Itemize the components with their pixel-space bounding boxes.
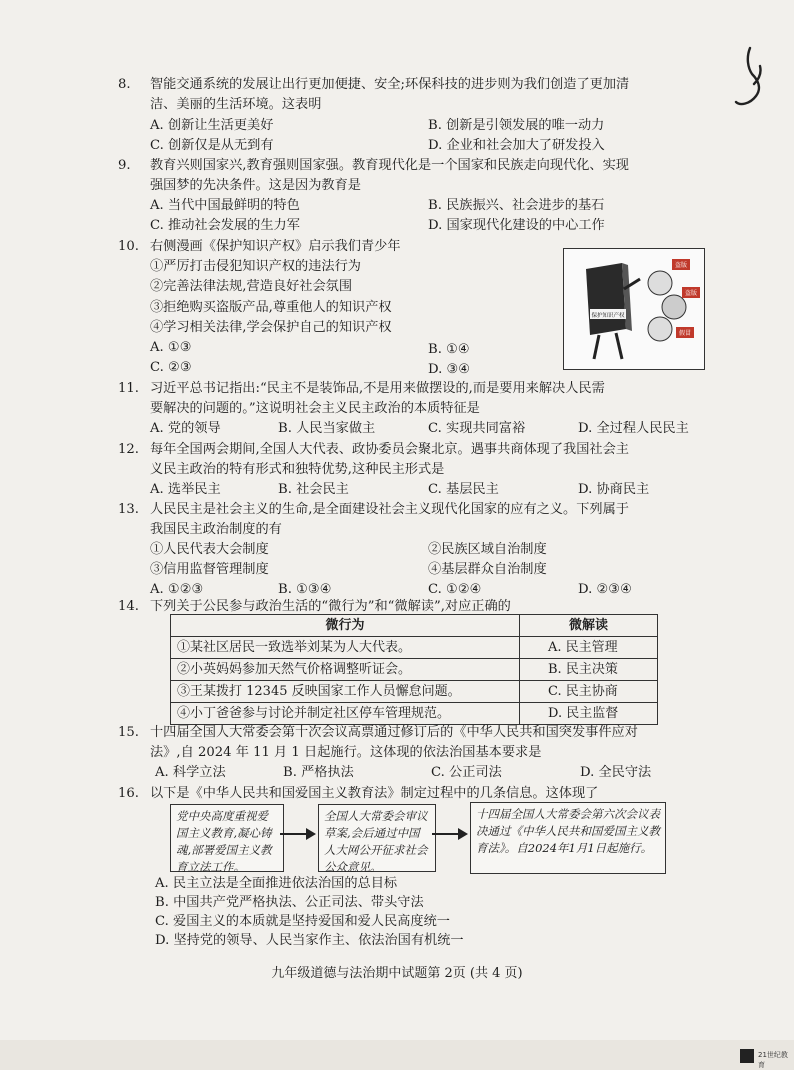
q14-stem: 14. 下列关于公民参与政治生活的“微行为”和“微解读”,对应正确的 [118,599,511,614]
q10-option-b: B. ①④ [428,342,470,357]
interpretation-cell: C. 民主协商 [520,681,658,703]
q9-stem-line2: 强国梦的先决条件。这是因为教育是 [150,178,361,193]
flow-arrow-icon [432,826,468,842]
q10-option-d: D. ③④ [428,362,471,377]
behavior-cell: ③王某拨打 12345 反映国家工作人员懈怠问题。 [171,681,520,703]
q10-stem: 10. 右侧漫画《保护知识产权》启示我们青少年 [118,239,401,254]
cartoon-book-title: 保护知识产权 [591,313,625,319]
q13-option-d: D. ②③④ [578,582,632,597]
q13-statement-1: ①人民代表大会制度 [150,542,269,557]
column-header-behavior: 微行为 [171,615,520,637]
q15-option-c: C. 公正司法 [431,765,502,780]
q16-option-b: B. 中国共产党严格执法、公正司法、带头守法 [155,895,424,910]
flow-step-3: 十四届全国人大常委会第六次会议表决通过《中华人民共和国爱国主义教育法》。自2024年1月1日起施行。 [470,802,666,874]
q16-option-d: D. 坚持党的领导、人民当家作主、依法治国有机统一 [155,933,464,948]
q9-option-c: C. 推动社会发展的生力军 [150,218,300,233]
q15-option-a: A. 科学立法 [155,765,226,780]
q9-stem-line1: 9. 教育兴则国家兴,教育强则国家强。教育现代化是一个国家和民族走向现代化、实现 [118,158,629,173]
ip-protection-cartoon [563,248,705,370]
q11-option-c: C. 实现共同富裕 [428,421,526,436]
q13-option-a: A. ①②③ [150,582,204,597]
q13-stem-line2: 我国民主政治制度的有 [150,522,282,537]
q12-stem-line2: 义民主政治的特有形式和独特优势,这种民主形式是 [150,462,445,477]
q13-statement-3: ③信用监督管理制度 [150,562,269,577]
q12-option-c: C. 基层民主 [428,482,499,497]
column-header-interpretation: 微解读 [520,615,658,637]
q8-option-a: A. 创新让生活更美好 [150,118,274,133]
q8-stem-line2: 洁、美丽的生活环境。这表明 [150,97,322,112]
q10-statement-3: ③拒绝购买盗版产品,尊重他人的知识产权 [150,300,392,315]
table-header-row [171,615,658,637]
table-row [171,681,658,703]
q16-stem: 16. 以下是《中华人民共和国爱国主义教育法》制定过程中的几条信息。这体现了 [118,786,599,801]
q10-statement-2: ②完善法律法规,营造良好社会氛围 [150,279,353,294]
behavior-cell: ①某社区居民一致选举刘某为人大代表。 [171,637,520,659]
table-row [171,703,658,725]
q11-option-b: B. 人民当家做主 [278,421,376,436]
q8-option-b: B. 创新是引领发展的唯一动力 [428,118,605,133]
q12-stem-line1: 12. 每年全国两会期间,全国人大代表、政协委员会聚北京。遇事共商体现了我国社会主 [118,442,629,457]
flow-step-1: 党中央高度重视爱国主义教育,凝心铸魂,部署爱国主义教育立法工作。 [170,804,284,872]
q11-option-a: A. 党的领导 [150,421,221,436]
q10-statement-1: ①严厉打击侵犯知识产权的违法行为 [150,259,361,274]
cartoon-tag-3: 假冒 [678,330,692,337]
page-footer: 九年级道德与法治期中试题第 2页 (共 4 页) [271,966,523,981]
q10-option-a: A. ①③ [150,340,192,355]
q13-option-c: C. ①②④ [428,582,482,597]
behavior-cell: ④小丁爸爸参与讨论并制定社区停车管理规范。 [171,703,520,725]
q13-stem-line1: 13. 人民民主是社会主义的生命,是全面建设社会主义现代化国家的应有之义。下列属于 [118,502,629,517]
q12-option-d: D. 协商民主 [578,482,650,497]
q9-option-a: A. 当代中国最鲜明的特色 [150,198,300,213]
q8-option-d: D. 企业和社会加大了研发投入 [428,138,605,153]
q15-option-d: D. 全民守法 [580,765,652,780]
cartoon-tag-1: 盗版 [674,262,688,269]
q11-stem-line2: 要解决的问题的。”这说明社会主义民主政治的本质特征是 [150,401,480,416]
table-row [171,637,658,659]
q13-statement-2: ②民族区域自治制度 [428,542,547,557]
q13-option-b: B. ①③④ [278,582,332,597]
q9-option-b: B. 民族振兴、社会进步的基石 [428,198,605,213]
table-row [171,659,658,681]
interpretation-cell: A. 民主管理 [520,637,658,659]
watermark-logo: 21世纪教育 [758,1051,788,1069]
q15-stem-line2: 法》,自 2024 年 11 月 1 日起施行。这体现的依法治国基本要求是 [150,745,542,760]
q15-option-b: B. 严格执法 [283,765,354,780]
cartoon-tag-2: 盗版 [684,290,698,297]
handwritten-page-number [728,44,768,124]
q16-option-a: A. 民主立法是全面推进依法治国的总目标 [155,876,398,891]
behavior-cell: ②小英妈妈参加天然气价格调整听证会。 [171,659,520,681]
q12-option-a: A. 选举民主 [150,482,221,497]
qr-code-icon [740,1049,754,1063]
q8-option-c: C. 创新仅是从无到有 [150,138,274,153]
q14-table [170,614,658,725]
flow-arrow-icon [280,826,316,842]
q15-stem-line1: 15. 十四届全国人大常委会第十次会议高票通过修订后的《中华人民共和国突发事件应对 [118,725,638,740]
flow-step-2: 全国人大常委会审议草案,会后通过中国人大网公开征求社会公众意见。 [318,804,436,872]
q10-statement-4: ④学习相关法律,学会保护自己的知识产权 [150,320,392,335]
q16-option-c: C. 爱国主义的本质就是坚持爱国和爱人民高度统一 [155,914,450,929]
interpretation-cell: D. 民主监督 [520,703,658,725]
q11-stem-line1: 11. 习近平总书记指出:“民主不是装饰品,不是用来做摆设的,而是要用来解决人民需 [118,381,605,396]
interpretation-cell: B. 民主决策 [520,659,658,681]
q10-option-c: C. ②③ [150,360,192,375]
q11-option-d: D. 全过程人民民主 [578,421,689,436]
q12-option-b: B. 社会民主 [278,482,349,497]
q13-statement-4: ④基层群众自治制度 [428,562,547,577]
q8-stem-line1: 8. 智能交通系统的发展让出行更加便捷、安全;环保科技的进步则为我们创造了更加清 [118,77,630,92]
q9-option-d: D. 国家现代化建设的中心工作 [428,218,605,233]
